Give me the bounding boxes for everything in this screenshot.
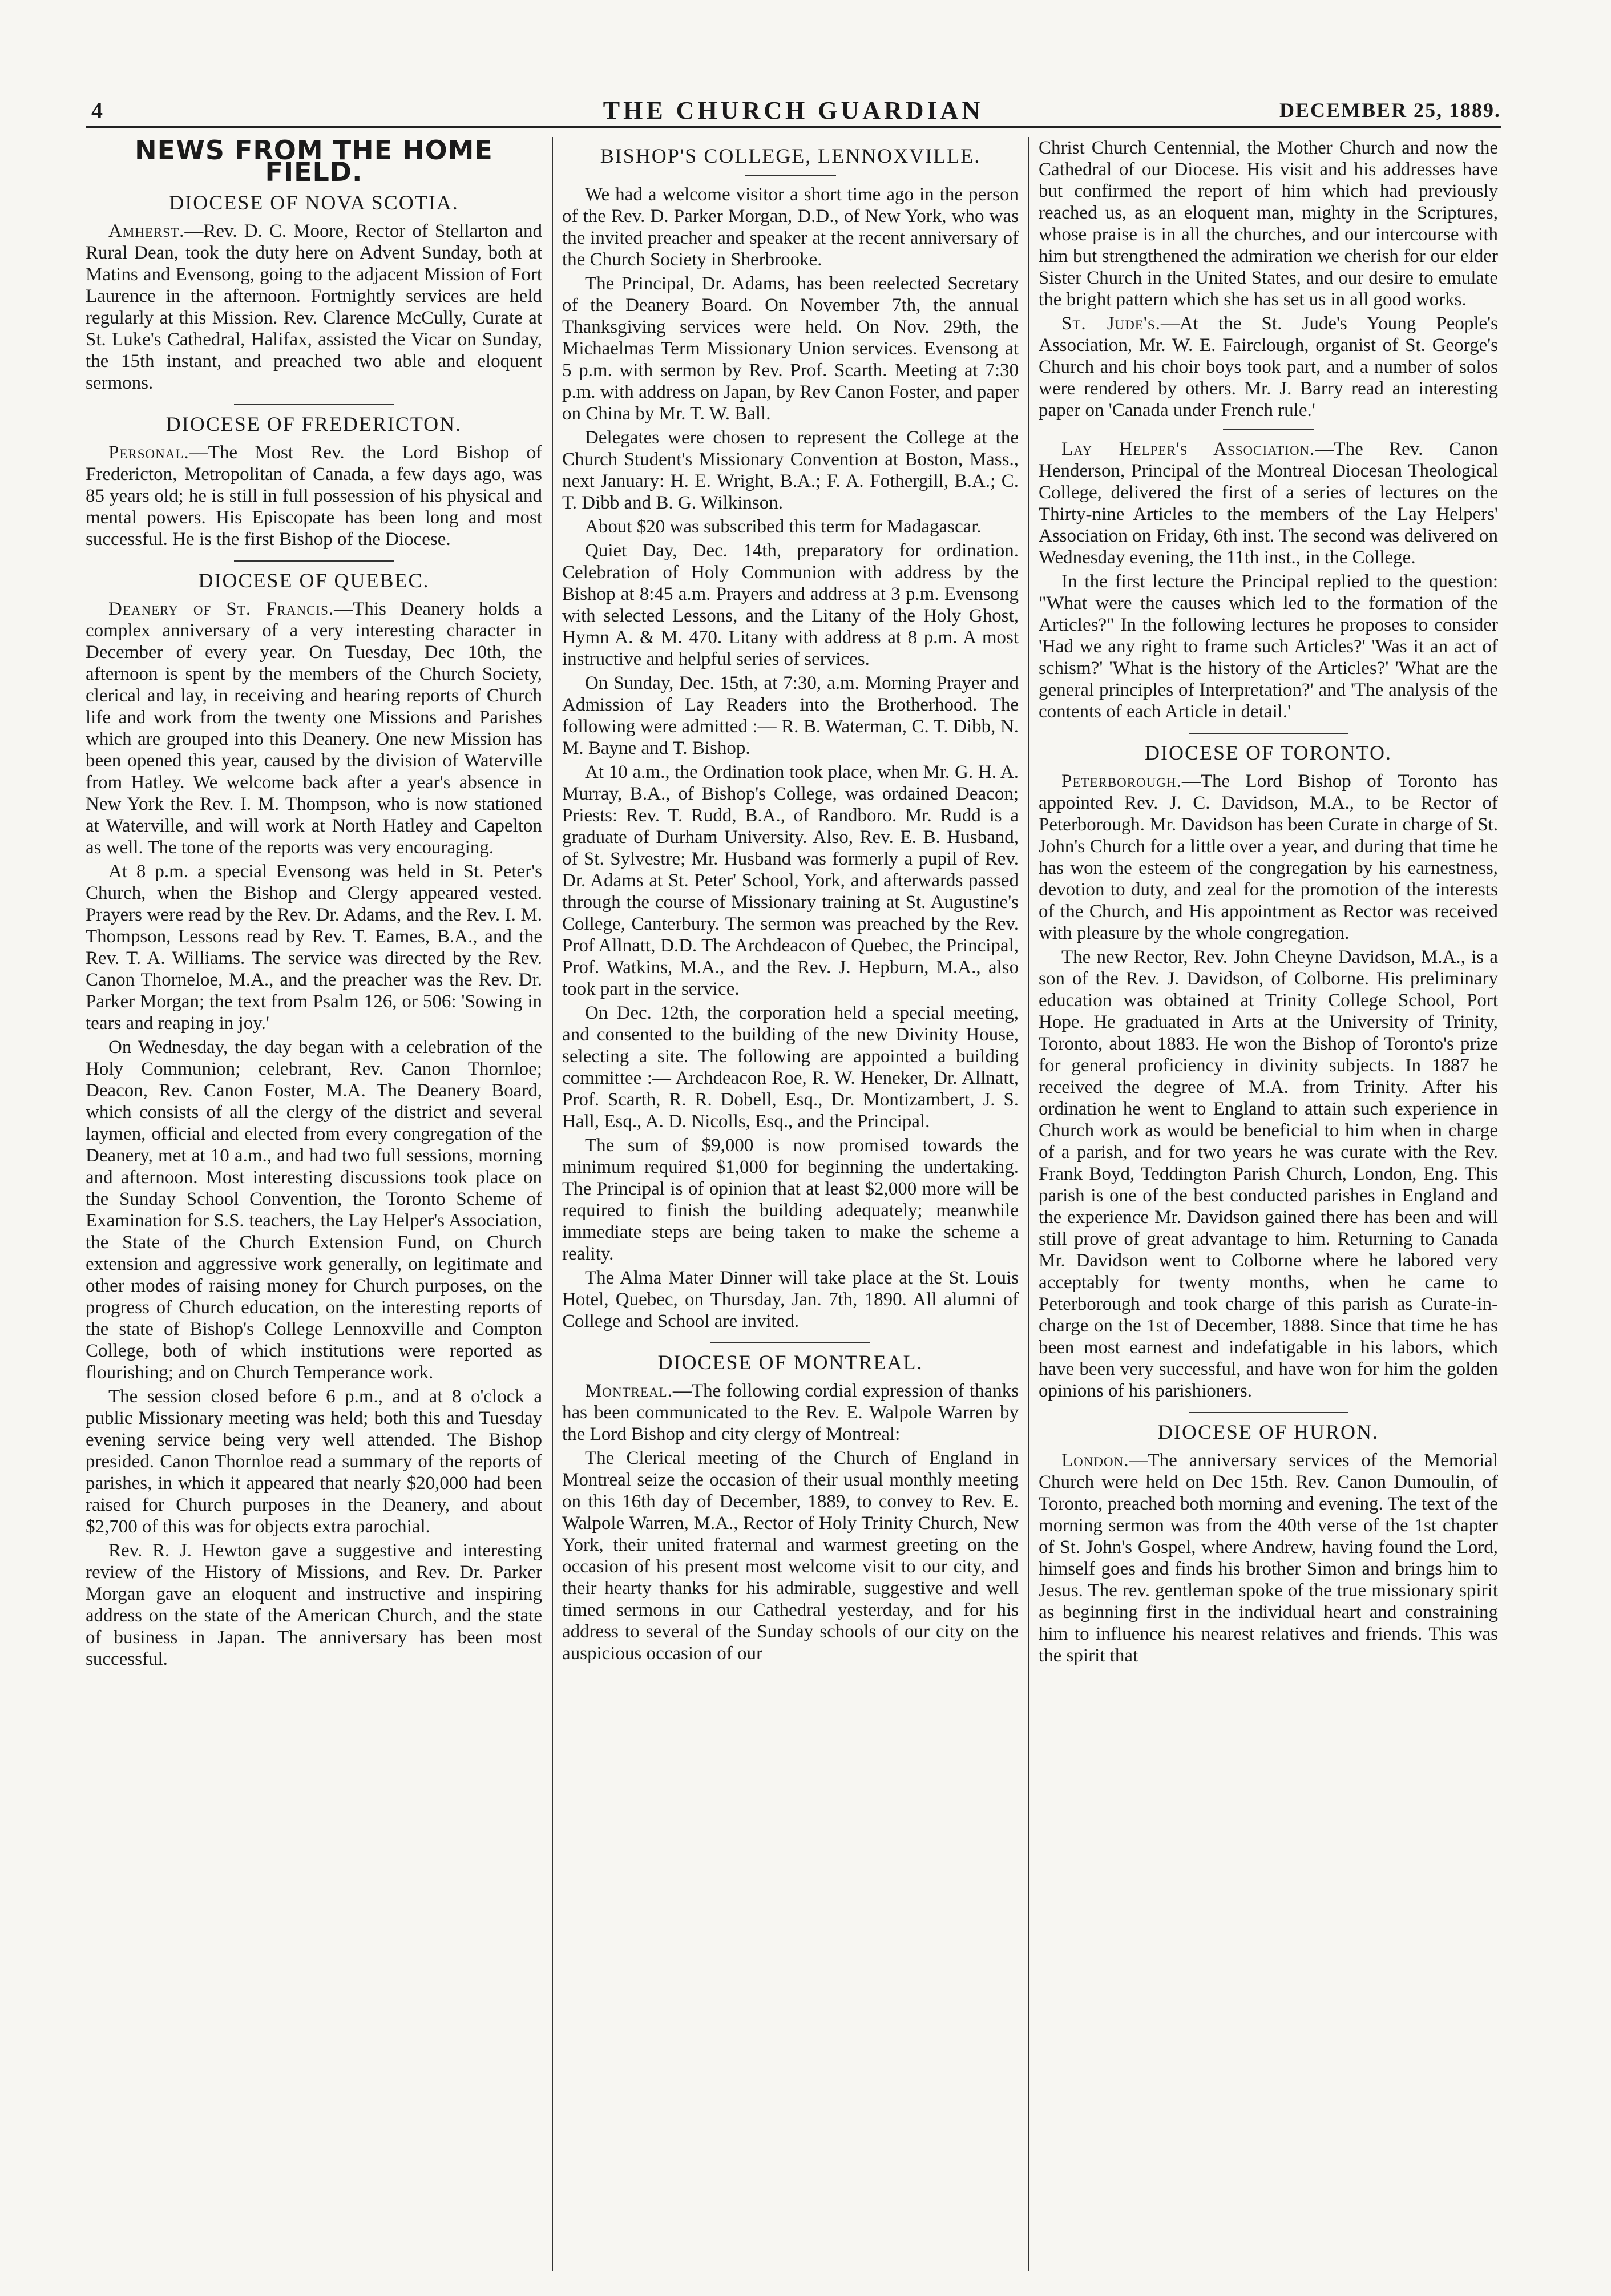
article-paragraph: Delegates were chosen to represent the College at the Church Student's Missionary Convention at Boston, Mass., next January: H. E. Wright, B.A.; F. A. Fothergill, B.A.; C. T. Dibb and B. G. Wilkinson. bbox=[562, 427, 1019, 513]
paragraph-text: —The Most Rev. the Lord Bishop of Fredericton, Metropolitan of Canada, a few days ago, was 85 years old; he is still in full possession of his physical and mental powers. His Episcopate has been long and most successful. He is the first Bishop of the Diocese. bbox=[86, 442, 542, 550]
diocese-heading: DIOCESE OF FREDERICTON. bbox=[165, 413, 462, 435]
paragraph-rule bbox=[1223, 429, 1314, 430]
paragraph-text: —At the St. Jude's Young People's Association, Mr. W. E. Fairclough, organist of St. George's Church and his choir boys took part, and a number of solos were rendered by others. Mr. J. Barry read an interesting paper on 'Canada under French rule.' bbox=[1039, 313, 1498, 421]
newspaper-title: THE CHURCH GUARDIAN bbox=[603, 96, 984, 124]
dateline: St. Jude's. bbox=[1061, 313, 1161, 334]
article-paragraph bbox=[562, 1380, 1019, 1445]
article-paragraph: On Wednesday, the day began with a celebration of the Holy Communion; celebrant, Rev. Canon Thornloe; Deacon, Rev. Canon Foster, M.A. The Deanery Board, which consists of all the clergy of the district and several laymen, official and elected from every congregation of the Deanery, met at 10 a.m., and had two full sessions, morning and afternoon. Most interesting discussions took place on the Sunday School Convention, the Toronto Scheme of Examination for S.S. teachers, the Lay Helper's Association, the State of the Church Extension Fund, on Church extension and aggressive work generally, on legitimate and other modes of raising money for Church purposes, on the progress of Church education, on the interesting reports of the state of Bishop's College Lennoxville and Compton College, both of which institutions were reported as flourishing; and on Church Temperance work. bbox=[86, 1037, 542, 1383]
dateline: Lay Helper's Association. bbox=[1061, 439, 1315, 459]
article-paragraph: On Dec. 12th, the corporation held a special meeting, and consented to the building of the new Divinity House, selecting a site. The following are appointed a building committee :— Archdeacon Roe, R. W. Heneker, Dr. Allnatt, Prof. Scarth, R. R. Dobell, Esq., Dr. Montizambert, J. S. Hall, Esq., A. D. Nicolls, Esq., and the Principal. bbox=[562, 1003, 1019, 1132]
paragraph-text: —The Rev. Canon Henderson, Principal of the Montreal Diocesan Theological College, delivered the first of a series of lectures on the Thirty-nine Articles to the members of the Lay Helpers' Association on Friday, 6th inst. The second was delivered on Wednesday evening, the 11th inst., in the College. bbox=[1039, 439, 1498, 568]
paragraph-text: —Rev. D. C. Moore, Rector of Stellarton and Rural Dean, took the duty here on Advent Sunday, both at Matins and Evensong, going to the adjacent Mission of Fort Laurence in the afternoon. Fortnightly services are held regularly at this Mission. Rev. Clarence McCully, Curate at St. Luke's Cathedral, Halifax, assisted the Vicar on Sunday, the 15th instant, and preached two able and eloquent sermons. bbox=[86, 221, 542, 393]
diocese-heading: DIOCESE OF MONTREAL. bbox=[657, 1351, 923, 1374]
article-paragraph: At 8 p.m. a special Evensong was held in St. Peter's Church, when the Bishop and Clergy appeared vested. Prayers were read by the Rev. Dr. Adams, and the Rev. I. M. Thompson, Lessons read by Rev. T. Eames, B.A., and the Rev. T. A. Williams. The service was directed by the Rev. Canon Thorneloe, M.A., and the preacher was the Rev. Dr. Parker Morgan; the text from Psalm 126, or 506: 'Sowing in tears and reaping in joy.' bbox=[86, 861, 542, 1034]
article-paragraph: The session closed before 6 p.m., and at 8 o'clock a public Missionary meeting was held; both this and Tuesday evening service being very well attended. The Bishop presided. Canon Thornloe read a summary of the reports of parishes, in which it appeared that nearly $20,000 had been raised for Church purposes in the Deanery, and about $2,700 of this was for objects extra parochial. bbox=[86, 1386, 542, 1537]
dateline: Amherst. bbox=[108, 221, 185, 241]
paragraph-text: —This Deanery holds a complex anniversary of a very interesting character in December of every year. On Tuesday, Dec 10th, the afternoon is spent by the members of the Church Society, clerical and lay, in receiving and hearing reports of Church life and work from the twenty one Missions and Parishes which are grouped into this Deanery. One new Mission has been opened this year, caused by the division of Waterville from Hatley. We welcome back after a year's absence in New York the Rev. I. M. Thompson, who is now stationed at Waterville, and will work at North Hatley and Capelton as well. The tone of the reports was very encouraging. bbox=[86, 599, 542, 858]
column-1 bbox=[86, 137, 542, 2271]
diocese-heading: DIOCESE OF TORONTO. bbox=[1144, 741, 1392, 764]
column-3 bbox=[1039, 137, 1498, 2271]
paragraph-text: —The following cordial expression of thanks has been communicated to the Rev. E. Walpole Warren by the Lord Bishop and city clergy of Montreal: bbox=[562, 1381, 1019, 1444]
article-paragraph: Rev. R. J. Hewton gave a suggestive and interesting review of the History of Missions, and Rev. Dr. Parker Morgan gave an eloquent and instructive and inspiring address on the state of the American Church, and the state of business in Japan. The anniversary has been most successful. bbox=[86, 1540, 542, 1669]
dateline: London. bbox=[1061, 1450, 1129, 1471]
article-paragraph: Quiet Day, Dec. 14th, preparatory for ordination. Celebration of Holy Communion with address by the Bishop at 8:45 a.m. Prayers and address at 3 p.m. Evensong with selected Lessons, and the Litany of the Holy Ghost, Hymn A. & M. 470. Litany with address at 8 p.m. A most instructive and helpful series of services. bbox=[562, 540, 1019, 669]
section-divider bbox=[1189, 733, 1348, 734]
article-paragraph: On Sunday, Dec. 15th, at 7:30, a.m. Morning Prayer and Admission of Lay Readers into the Brotherhood. The following were admitted :— R. B. Waterman, C. T. Dibb, N. M. Bayne and T. Bishop. bbox=[562, 673, 1019, 758]
article-paragraph: About $20 was subscribed this term for Madagascar. bbox=[585, 517, 982, 537]
dateline: Personal. bbox=[108, 442, 189, 463]
dateline: Peterborough. bbox=[1061, 771, 1182, 792]
article-paragraph bbox=[86, 220, 542, 394]
masthead bbox=[86, 86, 1501, 128]
article-paragraph: In the first lecture the Principal replied to the question: "What were the causes which led to the formation of the Articles?" In the following lectures he proposes to consider 'Had we any right to frame such Articles?' 'Was it an act of schism?' 'What is the history of the Articles?' 'What are the general principles of Interpretation?' and 'The analysis of the contents of each Article in detail.' bbox=[1039, 571, 1498, 722]
article-paragraph bbox=[86, 598, 542, 858]
column-rule bbox=[1028, 137, 1029, 2271]
article-paragraph bbox=[86, 442, 542, 550]
dateline: Deanery of St. Francis. bbox=[108, 599, 334, 619]
heading-rule bbox=[745, 175, 836, 176]
article-heading: BISHOP'S COLLEGE, LENNOXVILLE. bbox=[600, 144, 981, 167]
article-paragraph bbox=[1039, 313, 1498, 421]
page-number: 4 bbox=[91, 98, 103, 123]
article-paragraph: The Clerical meeting of the Church of England in Montreal seize the occasion of their usual monthly meeting on this 16th day of December, 1889, to convey to Rev. E. Walpole Warren, M.A., Rector of Holy Trinity Church, New York, their united fraternal and warmest greeting on the occasion of his present most welcome visit to our city, and their hearty thanks for his admirable, suggestive and well timed sermons in our Cathedral yesterday, and for his address to several of the Sunday schools of our city on the auspicious occasion of our bbox=[562, 1448, 1019, 1664]
issue-date: DECEMBER 25, 1889. bbox=[1279, 99, 1501, 122]
article-paragraph: At 10 a.m., the Ordination took place, when Mr. G. H. A. Murray, B.A., of Bishop's College, was ordained Deacon; Priests: Rev. T. Rudd, B.A., of Randboro. Mr. Rudd is a graduate of Durham University. Also, Rev. E. B. Husband, of St. Sylvestre; Mr. Husband was formerly a pupil of Rev. Dr. Adams at St. Peter' School, York, and afterwards passed through the course of Missionary training at St. Augustine's College, Canterbury. The sermon was preached by the Rev. Prof Allnatt, D.D. The Archdeacon of Quebec, the Principal, Prof. Watkins, M.A., and the Rev. J. Hepburn, M.A., also took part in the service. bbox=[562, 762, 1019, 999]
article-paragraph: The new Rector, Rev. John Cheyne Davidson, M.A., is a son of the Rev. J. Davidson, of Colborne. His preliminary education was obtained at Trinity College School, Port Hope. He graduated in Arts at the University of Trinity, Toronto, about 1883. He won the Bishop of Toronto's prize for general proficiency in divinity subjects. In 1887 he received the degree of M.A. from Trinity. After his ordination he went to England to attain such experience in Church work as would be beneficial to him when in charge of a parish, and for two years he was curate with the Rev. Frank Boyd, Teddington Parish Church, London, Eng. This parish is one of the best conducted parishes in England and the experience Mr. Davidson gained there has been and will still prove of great advantage to him. Returning to Canada Mr. Davidson went to Colborne where he labored very acceptably for twenty months, when he came to Peterborough and took charge of this parish as Curate-in-charge on the 1st of December, 1888. Since that time he has been most earnest and indefatigable in his labors, which have been very successful, and have won for him the golden opinions of his parishioners. bbox=[1039, 947, 1498, 1401]
article-paragraph: The Alma Mater Dinner will take place at the St. Louis Hotel, Quebec, on Thursday, Jan. 7th, 1890. All alumni of College and School are invited. bbox=[562, 1268, 1019, 1331]
dateline: Montreal. bbox=[585, 1381, 673, 1401]
section-divider bbox=[1189, 1412, 1348, 1413]
diocese-heading: DIOCESE OF QUEBEC. bbox=[198, 569, 430, 592]
column-2 bbox=[562, 137, 1019, 2271]
section-divider bbox=[234, 404, 394, 405]
section-title: NEWS FROM THE HOME FIELD. bbox=[135, 137, 493, 187]
section-divider bbox=[710, 1342, 870, 1343]
section-divider bbox=[234, 560, 394, 562]
paragraph-text: —The anniversary services of the Memorial Church were held on Dec 15th. Rev. Canon Dumoulin, of Toronto, preached both morning and evening. The text of the morning sermon was from the 40th verse of the 1st chapter of St. John's Gospel, where Andrew, having found the Lord, himself goes and finds his brother Simon and brings him to Jesus. The rev. gentleman spoke of the true missionary spirit as beginning first in the individual heart and constraining him to influence his nearest relatives and friends. This was the spirit that bbox=[1039, 1450, 1498, 1666]
paragraph-text: —The Lord Bishop of Toronto has appointed Rev. J. C. Davidson, M.A., to be Rector of Peterborough. Mr. Davidson has been Curate in charge of St. John's Church for a little over a year, and during that time he has won the esteem of the congregation by his earnestness, devotion to duty, and zeal for the promotion of the interests of the Church, and His appointment as Rector was received with pleasure by the whole congregation. bbox=[1039, 771, 1498, 943]
article-paragraph: The Principal, Dr. Adams, has been reelected Secretary of the Deanery Board. On November 7th, the annual Thanksgiving services were held. On Nov. 29th, the Michaelmas Term Missionary Union services. Evensong at 5 p.m. with sermon by Rev. Prof. Scarth. Meeting at 7:30 p.m. with address on Japan, by Rev Canon Foster, and paper on China by Mr. T. W. Ball. bbox=[562, 273, 1019, 424]
article-paragraph bbox=[1039, 438, 1498, 568]
article-paragraph: We had a welcome visitor a short time ago in the person of the Rev. D. Parker Morgan, D.D., of New York, who was the invited preacher and speaker at the recent anniversary of the Church Society in Sherbrooke. bbox=[562, 184, 1019, 270]
diocese-heading: DIOCESE OF NOVA SCOTIA. bbox=[169, 191, 459, 214]
article-paragraph bbox=[1039, 770, 1498, 944]
article-paragraph: Christ Church Centennial, the Mother Church and now the Cathedral of our Diocese. His visit and his addresses have but confirmed the report of him which had previously reached us, as an eloquent man, mighty in the Scriptures, whose praise is in all the churches, and our intercourse with him but strengthened the admiration we cherish for our elder Sister Church in the United States, and our desire to emulate the bright pattern which she has set us in all good works. bbox=[1039, 138, 1498, 310]
article-paragraph bbox=[1039, 1450, 1498, 1666]
diocese-heading: DIOCESE OF HURON. bbox=[1157, 1421, 1379, 1443]
article-paragraph: The sum of $9,000 is now promised towards the minimum required $1,000 for beginning the undertaking. The Principal is of opinion that at least $2,000 more will be required to finish the building adequately; meanwhile immediate steps are being taken to make the scheme a reality. bbox=[562, 1135, 1019, 1264]
column-rule bbox=[552, 137, 553, 2271]
